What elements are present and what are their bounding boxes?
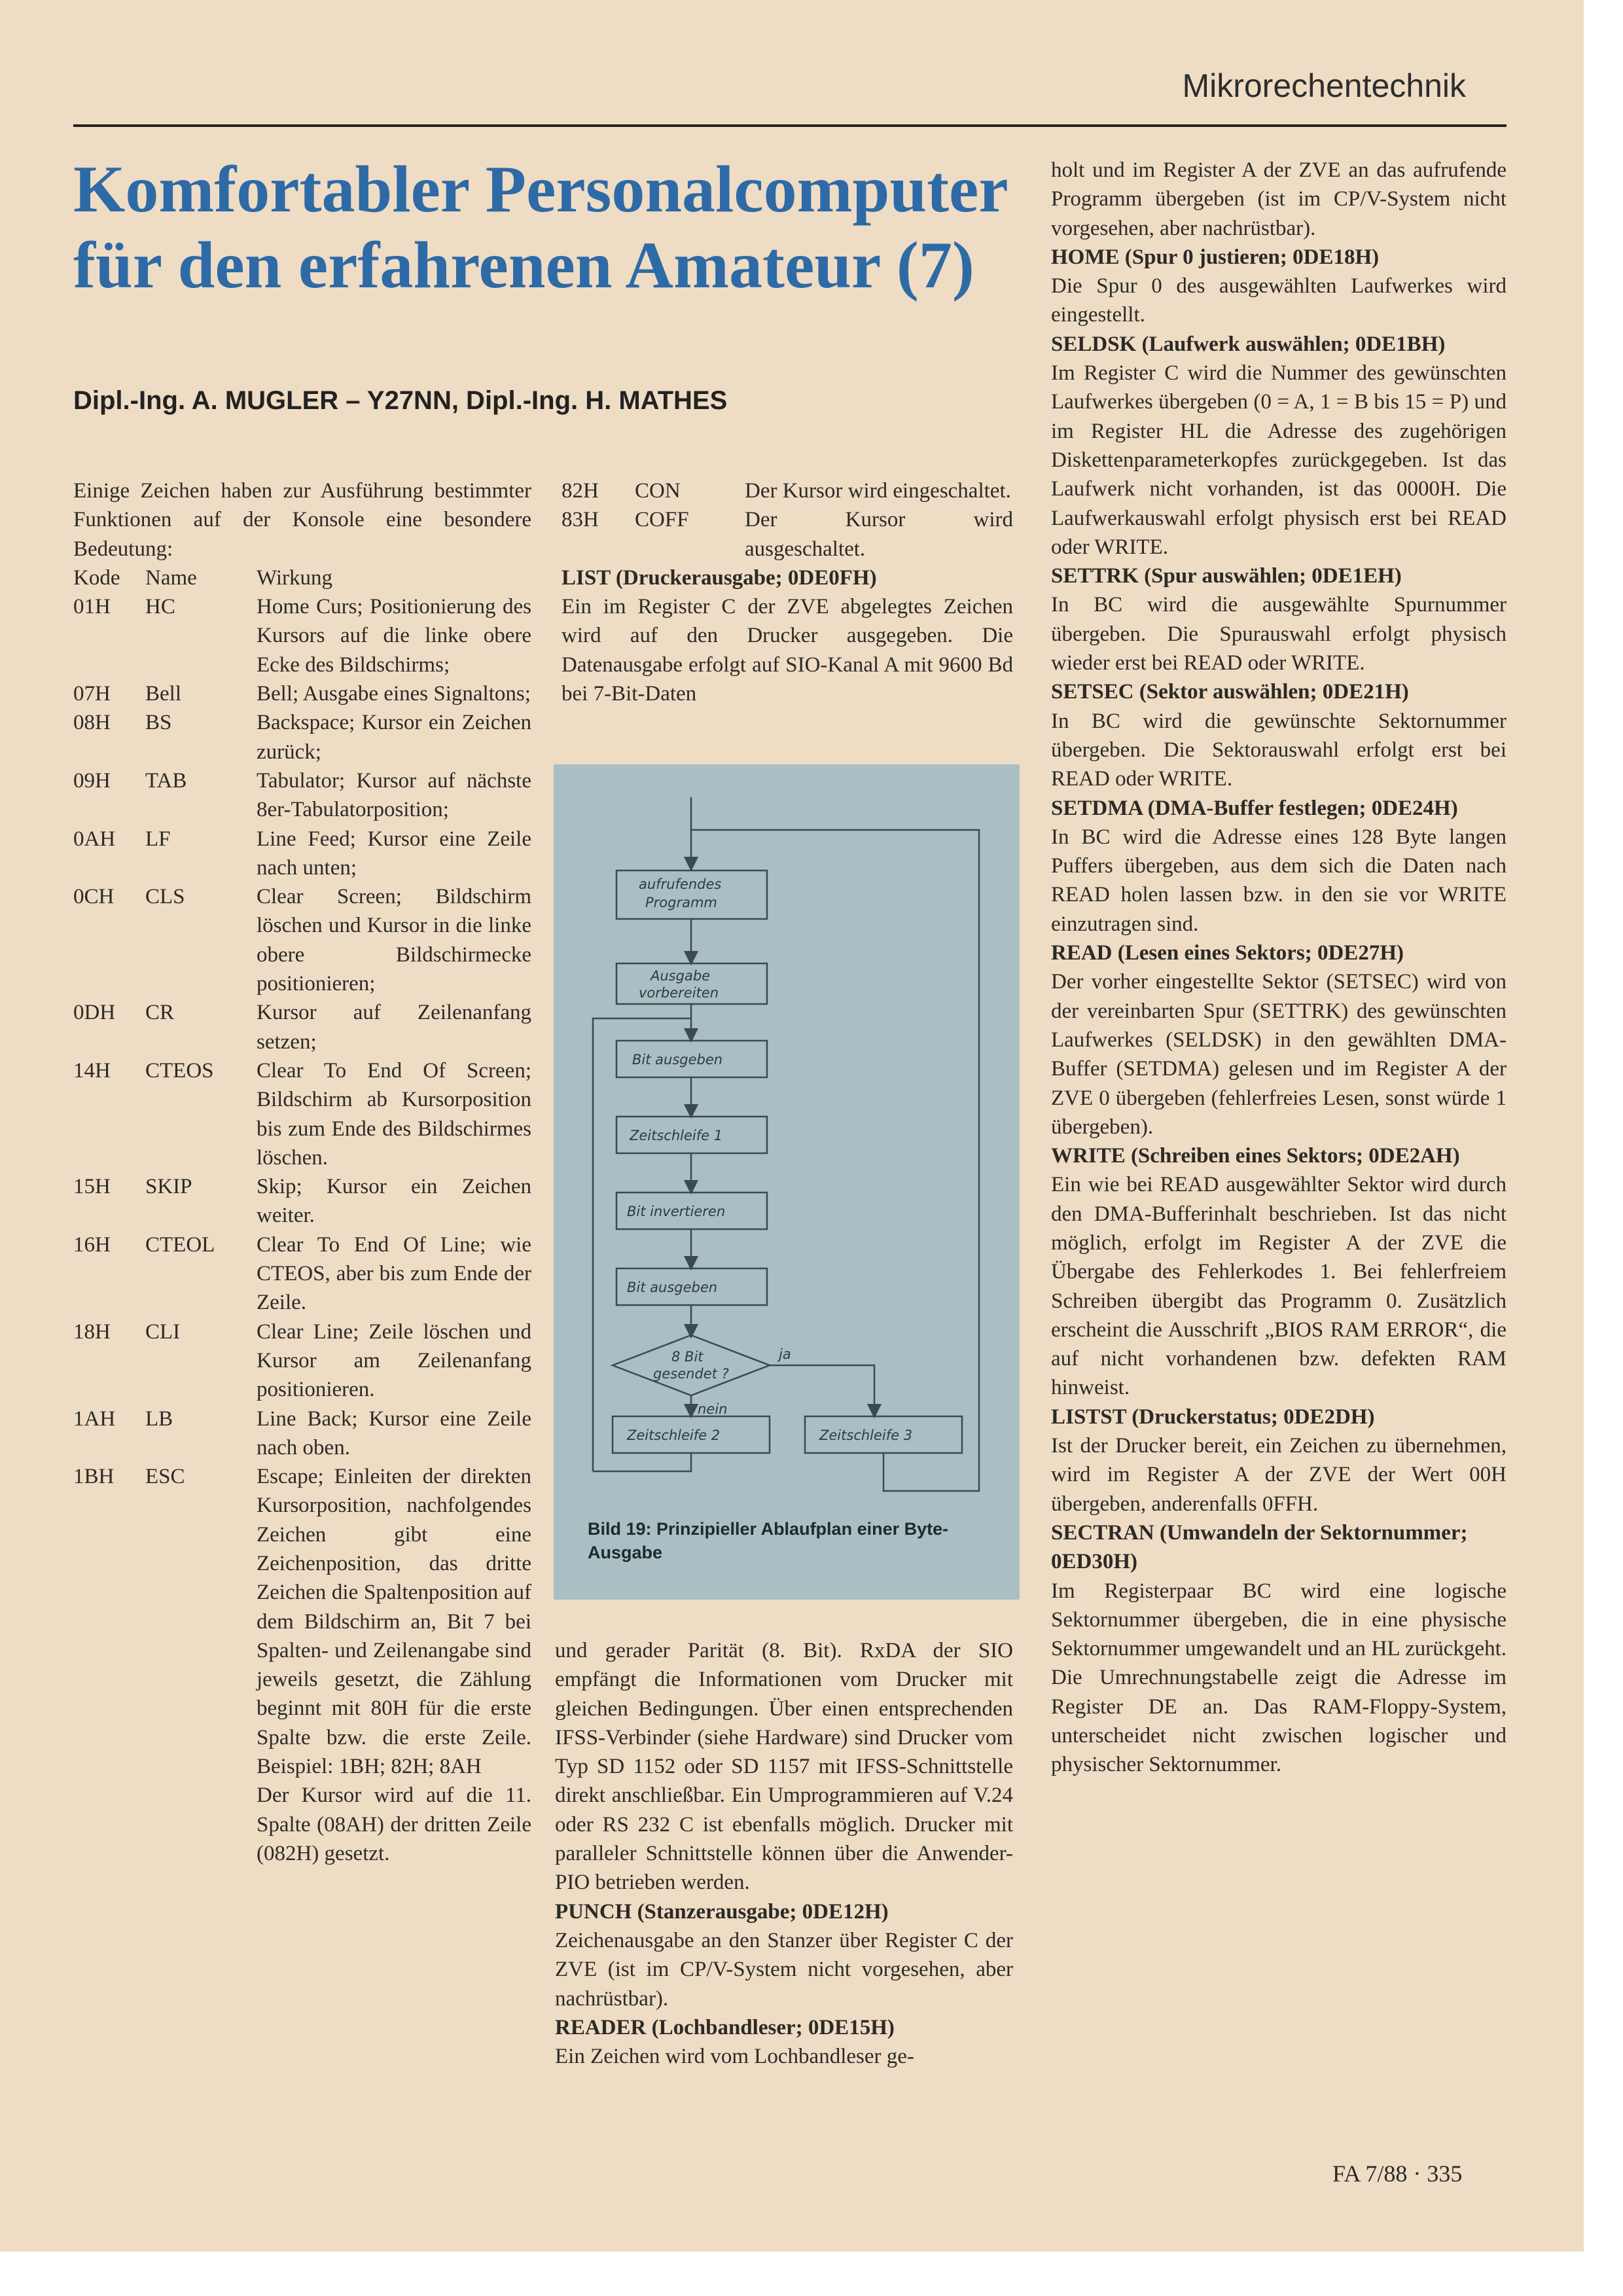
code-wirkung: Tabulator; Kursor auf nächste 8er-Tabulatorposition; <box>257 768 531 822</box>
list-heading: LIST (Druckerausgabe; 0DE0FH) <box>562 565 877 590</box>
write-text: Ein wie bei READ ausgewählter Sektor wird durch den DMA-Bufferinhalt beschrieben. Ist das nicht möglich, erfolgt im Register A der ZVE die Übergabe des Fehlerkodes 1. Bei fehlerfreiem Schreiben übergibt das Programm 0. Zusätzlich erscheint die Ausschrift „BIOS RAM ERROR“, die auf nicht vorhandenen bzw. defekten RAM hinweist. <box>1051 1173 1507 1400</box>
code-kode: 0CH <box>73 885 115 909</box>
code-kode: 18H <box>73 1319 111 1344</box>
control-code-table <box>73 564 531 1781</box>
listst-text: Ist der Drucker bereit, ein Zeichen zu übernehmen, wird im Register A der ZVE der Wert 00H übergeben, anderenfalls 0FFH. <box>1051 1434 1507 1516</box>
code-row <box>73 708 531 766</box>
code-wirkung: Der Kursor wird eingeschaltet. <box>745 479 1011 503</box>
code-name: CON <box>635 479 681 503</box>
code-row <box>73 998 531 1056</box>
punch-text: Zeichenausgabe an den Stanzer über Register C der ZVE (ist im CP/V-System nicht vorgesehen, aber nachrüstbar). <box>555 1928 1013 2011</box>
esc-example: Der Kursor wird auf die 11. Spalte (08AH) der dritten Zeile (082H) gesetzt. <box>257 1784 531 1865</box>
list-continued-text: und gerader Parität (8. Bit). RxDA der SIO empfängt die Informationen vom Drucker mit gleichen Bedingungen. Über einen entsprechenden IFSS-Verbinder (siehe Hardware) sind Drucker vom Typ SD 1152 oder SD 1157 mit IFSS-Schnittstelle direkt anschließbar. Ein Umprogrammieren auf V.24 oder RS 232 C ist ebenfalls möglich. Drucker mit paralleler Schnittstelle können über die Anwender-PIO betrieben werden. <box>555 1639 1013 1895</box>
page-footer: FA 7/88 · 335 <box>1332 2161 1463 2187</box>
code-name: TAB <box>145 768 187 793</box>
title-line-2: für den erfahrenen Amateur (7) <box>73 228 974 302</box>
code-wirkung: Der Kursor wird ausgeschaltet. <box>745 508 1013 561</box>
flow-label-program-2: Programm <box>645 895 717 910</box>
punch-heading: PUNCH (Stanzerausgabe; 0DE12H) <box>555 1899 889 1924</box>
code-name: SKIP <box>145 1175 192 1199</box>
code-wirkung: Skip; Kursor ein Zeichen weiter. <box>257 1175 531 1228</box>
flow-label-no: nein <box>698 1401 728 1417</box>
home-heading: HOME (Spur 0 justieren; 0DE18H) <box>1051 245 1380 269</box>
section-title: Mikrorechentechnik <box>1182 67 1466 104</box>
flow-line <box>593 1453 691 1471</box>
code-wirkung: Backspace; Kursor ein Zeichen zurück; <box>257 711 531 764</box>
column-2-top <box>562 476 1013 708</box>
code-wirkung: Bell; Ausgabe eines Signaltons; <box>257 682 531 706</box>
code-wirkung: Kursor auf Zeilenanfang setzen; <box>257 1001 531 1054</box>
flow-label-delay-2: Zeitschleife 2 <box>627 1427 721 1443</box>
code-row <box>73 1230 531 1318</box>
flow-label-decision-2: gesendet ? <box>653 1366 729 1382</box>
code-row <box>73 1056 531 1172</box>
settrk-heading: SETTRK (Spur auswählen; 0DE1EH) <box>1051 564 1402 588</box>
code-kode: 15H <box>73 1175 111 1199</box>
title-line-1: Komfortabler Personalcomputer <box>73 152 1008 226</box>
listst-heading: LISTST (Druckerstatus; 0DE2DH) <box>1051 1405 1375 1429</box>
code-row <box>73 592 531 679</box>
list-text: Ein im Register C der ZVE abgelegtes Zeichen wird auf den Drucker ausgegeben. Die Datenausgabe erfolgt auf SIO-Kanal A mit 9600 Bd bei 7-Bit-Daten <box>562 595 1013 706</box>
sectran-heading: SECTRAN (Umwandeln der Sektornummer; 0ED30H) <box>1051 1520 1468 1574</box>
flow-label-prepare-2: vorbereiten <box>639 985 719 1001</box>
code-row <box>73 1462 531 1781</box>
seldsk-text: Im Register C wird die Nummer des gewünschten Laufwerkes übergeben (0 = A, 1 = B bis 15 = P) und im Register HL die Adresse des zugehörigen Diskettenparameterkopfes zurückgegeben. Ist das Laufwerk nicht vorhanden, ist das 0000H. Die Laufwerkauswahl erfolgt physisch erst bei READ oder WRITE. <box>1051 361 1507 559</box>
flow-decision <box>613 1335 770 1395</box>
read-heading: READ (Lesen eines Sektors; 0DE27H) <box>1051 941 1404 965</box>
column-2-bottom <box>555 1636 1013 2071</box>
setsec-heading: SETSEC (Sektor auswählen; 0DE21H) <box>1051 680 1409 704</box>
flow-label-bit-out-1: Bit ausgeben <box>632 1052 723 1067</box>
header-name: Name <box>145 565 197 590</box>
column-3 <box>1051 156 1507 1780</box>
code-name: CR <box>145 1001 175 1025</box>
column-1 <box>73 476 531 1868</box>
code-kode: 0DH <box>73 1001 116 1025</box>
code-name: CTEOS <box>145 1058 214 1083</box>
code-wirkung: Home Curs; Positionierung des Kursors auf die linke obere Ecke des Bildschirms; <box>257 595 531 677</box>
code-name: COFF <box>635 508 689 532</box>
code-name: CLI <box>145 1319 181 1344</box>
header-kode: Kode <box>73 565 120 590</box>
header-rule <box>73 124 1507 127</box>
code-row <box>73 825 531 883</box>
flow-line <box>883 1453 901 1491</box>
code-kode: 01H <box>73 595 111 619</box>
read-text: Der vorher eingestellte Sektor (SETSEC) wird von der vereinbarten Spur (SETTRK) des gewünschten Laufwerkes (SELDSK) in den gewählten DMA-Buffer (SETDMA) gelesen und im Register A der ZVE 0 übergeben (fehlerfreies Lesen, sonst würde 1 übergeben). <box>1051 970 1507 1139</box>
flowchart-diagram <box>554 764 1020 1600</box>
code-kode: 16H <box>73 1232 111 1257</box>
header-wirkung: Wirkung <box>257 565 332 590</box>
flow-label-prepare-1: Ausgabe <box>651 968 711 984</box>
setdma-text: In BC wird die Adresse eines 128 Byte langen Puffers übergeben, aus dem sich die Daten nach READ holen lassen bzw. in den sie vor WRITE einzutragen sind. <box>1051 825 1507 936</box>
code-kode: 0AH <box>73 827 116 851</box>
write-heading: WRITE (Schreiben eines Sektors; 0DE2AH) <box>1051 1144 1460 1168</box>
flow-label-delay-1: Zeitschleife 1 <box>630 1128 723 1143</box>
flow-label-decision-1: 8 Bit <box>671 1349 704 1365</box>
code-wirkung: Clear Screen; Bildschirm löschen und Kursor in die linke obere Bildschirmecke positionieren; <box>257 885 531 996</box>
code-name: LF <box>145 827 171 851</box>
reader-heading: READER (Lochbandleser; 0DE15H) <box>555 2015 895 2039</box>
table-header-row <box>73 564 531 592</box>
code-wirkung: Clear To End Of Line; wie CTEOS, aber bis zum Ende der Zeile. <box>257 1232 531 1315</box>
code-row <box>562 476 1013 505</box>
code-kode: 1BH <box>73 1465 115 1489</box>
code-kode: 14H <box>73 1058 111 1083</box>
code-kode: 83H <box>562 508 599 532</box>
seldsk-heading: SELDSK (Laufwerk auswählen; 0DE1BH) <box>1051 332 1446 356</box>
code-kode: 82H <box>562 479 599 503</box>
flow-label-invert: Bit invertieren <box>627 1204 726 1219</box>
code-name: LB <box>145 1407 173 1431</box>
sectran-text: Im Registerpaar BC wird eine logische Sektornummer übergeben, die in eine physische Sektornummer umgewandelt und an HL zurückgeht. Die Umrechnungstabelle zeigt die Adresse im Register DE an. Das RAM-Floppy-System, unterscheidet nicht zwischen logischer und physischer Sektornummer. <box>1051 1579 1507 1777</box>
code-row <box>73 766 531 825</box>
code-name: ESC <box>145 1465 185 1489</box>
code-kode: 07H <box>73 682 111 706</box>
code-name: CTEOL <box>145 1232 215 1257</box>
flow-label-delay-3: Zeitschleife 3 <box>819 1427 913 1443</box>
flow-label-bit-out-2: Bit ausgeben <box>627 1280 718 1295</box>
home-text: Die Spur 0 des ausgewählten Laufwerkes wird eingestellt. <box>1051 274 1507 327</box>
code-row <box>73 1405 531 1463</box>
setdma-heading: SETDMA (DMA-Buffer festlegen; 0DE24H) <box>1051 796 1458 820</box>
flow-line-yes <box>770 1365 874 1411</box>
code-kode: 1AH <box>73 1407 116 1431</box>
code-row <box>73 1172 531 1230</box>
code-kode: 09H <box>73 768 111 793</box>
code-row <box>73 882 531 998</box>
intro-paragraph: Einige Zeichen haben zur Ausführung bestimmter Funktionen auf der Konsole eine besondere Bedeutung: <box>73 479 531 561</box>
flow-line-loop <box>593 1018 691 1471</box>
code-kode: 08H <box>73 711 111 735</box>
flow-label-yes: ja <box>779 1346 791 1362</box>
code-wirkung: Clear To End Of Screen; Bildschirm ab Kursorposition bis zum Ende des Bildschirmes löschen. <box>257 1058 531 1170</box>
reader-text-start: Ein Zeichen wird vom Lochbandleser ge- <box>555 2045 914 2069</box>
code-name: HC <box>145 595 175 619</box>
code-name: CLS <box>145 885 185 909</box>
code-wirkung: Line Feed; Kursor eine Zeile nach unten; <box>257 827 531 880</box>
code-wirkung: Line Back; Kursor eine Zeile nach oben. <box>257 1407 531 1460</box>
code-name: BS <box>145 711 172 735</box>
flow-line <box>691 830 979 1491</box>
code-wirkung: Escape; Einleiten der direkten Kursorposition, nachfolgendes Zeichen gibt eine Zeichenposition, das dritte Zeichen die Spaltenposition auf dem Bildschirm an, Bit 7 bei Spalten- und Zeilenangabe sind jeweils gesetzt, die Zählung beginnt mit 80H für die erste Spalte bzw. die erste Zeile. Beispiel: 1BH; 82H; 8AH <box>257 1465 531 1779</box>
code-wirkung: Clear Line; Zeile löschen und Kursor am Zeilenanfang positionieren. <box>257 1319 531 1402</box>
flowchart-figure <box>554 764 1020 1600</box>
flow-label-program-1: aufrufendes <box>639 876 722 892</box>
code-row <box>73 679 531 708</box>
reader-text-continued: holt und im Register A der ZVE an das aufrufende Programm übergeben (ist im CP/V-System nicht vorgesehen, aber nachrüstbar). <box>1051 158 1507 240</box>
figure-caption: Bild 19: Prinzipieller Ablaufplan einer Byte-Ausgabe <box>588 1519 949 1562</box>
setsec-text: In BC wird die gewünschte Sektornummer übergeben. Die Sektorauswahl erfolgt erst bei READ oder WRITE. <box>1051 709 1507 791</box>
code-name: Bell <box>145 682 181 706</box>
article-title <box>73 152 1055 304</box>
cursor-code-table <box>562 476 1013 564</box>
authors: Dipl.-Ing. A. MUGLER – Y27NN, Dipl.-Ing. H. MATHES <box>73 386 728 415</box>
code-row <box>562 505 1013 564</box>
settrk-text: In BC wird die ausgewählte Spurnummer übergeben. Die Spurauswahl erfolgt physisch wieder erst bei READ oder WRITE. <box>1051 593 1507 675</box>
code-row <box>73 1318 531 1405</box>
